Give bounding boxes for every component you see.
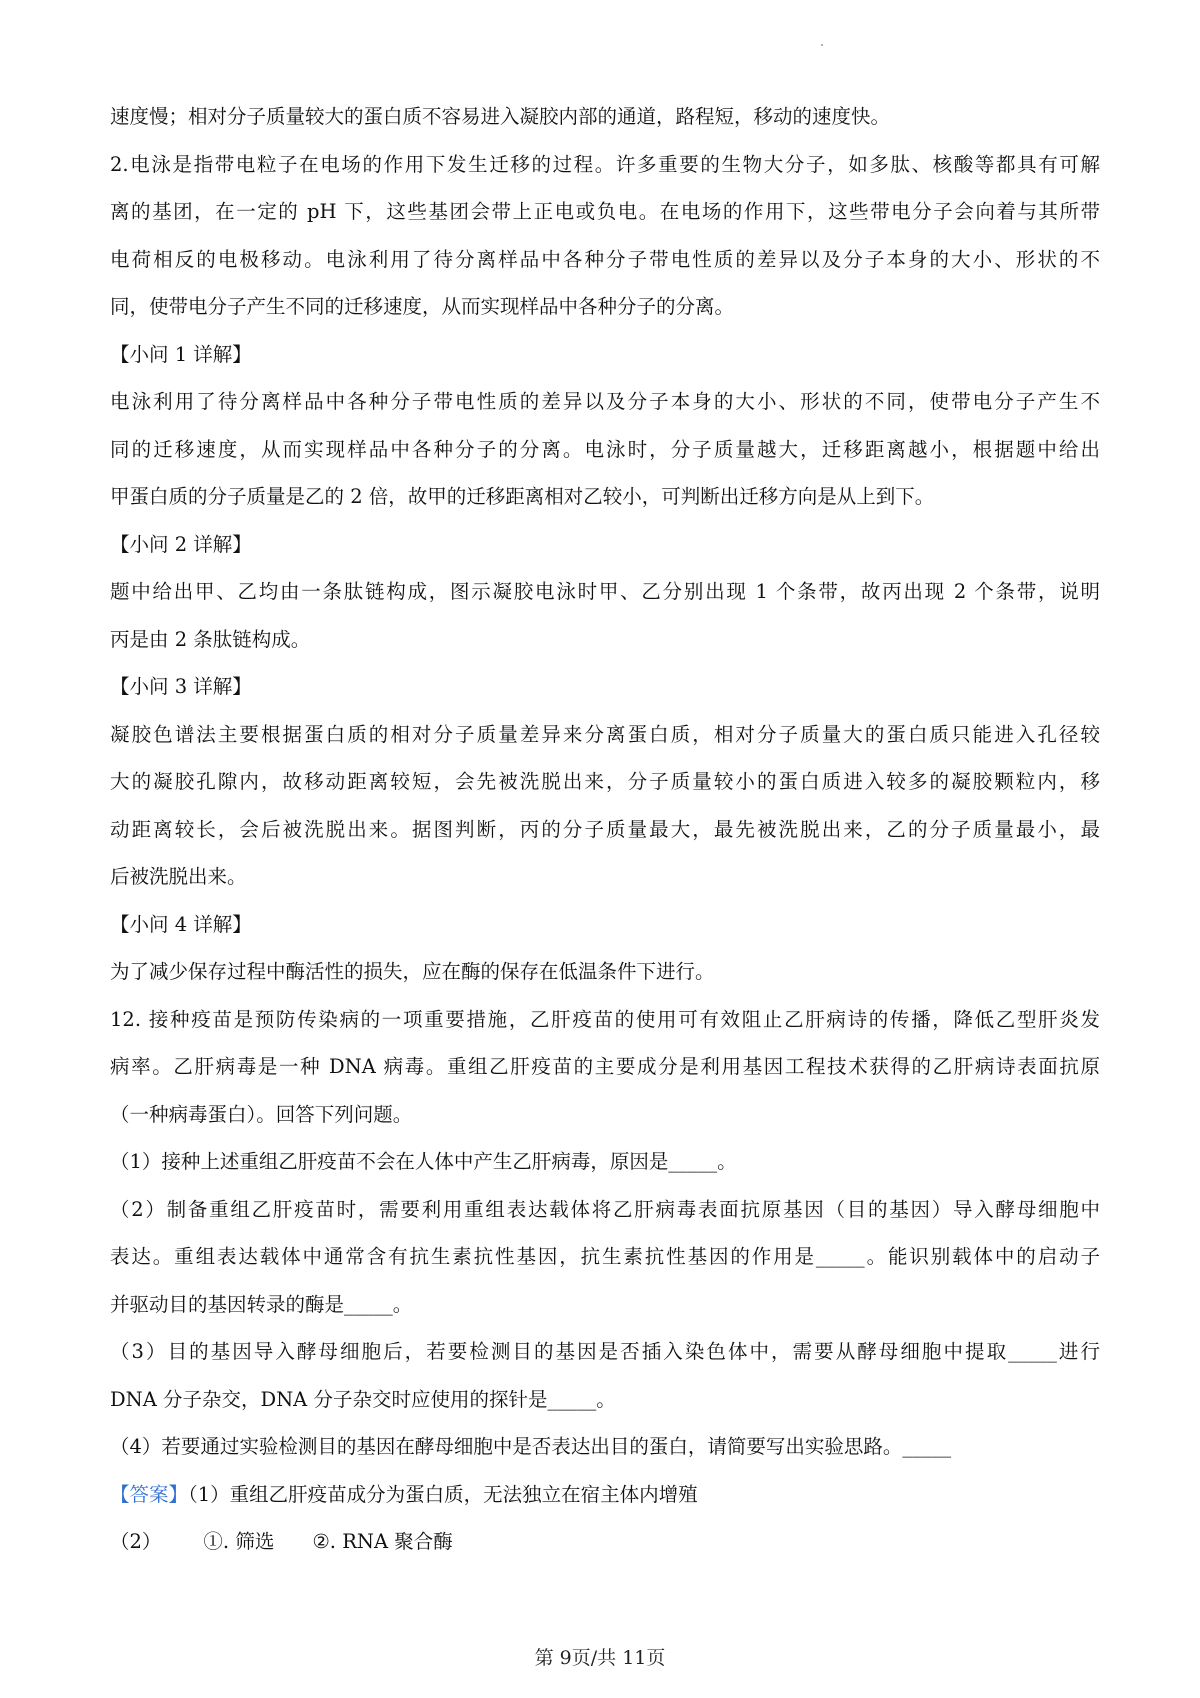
question-line: （3）目的基因导入酵母细胞后，若要检测目的基因是否插入染色体中，需要从酵母细胞中提取_____进行: [110, 1340, 1100, 1363]
question-line: 表达。重组表达载体中通常含有抗生素抗性基因，抗生素抗性基因的作用是_____。能识别载体中的启动子: [110, 1245, 1100, 1268]
text-line: 大的凝胶孔隙内，故移动距离较短，会先被洗脱出来，分子质量较小的蛋白质进入较多的凝胶颗粒内，移: [110, 770, 1100, 793]
question-line: （4）若要通过实验检测目的基因在酵母细胞中是否表达出目的蛋白，请简要写出实验思路。_____: [110, 1435, 952, 1458]
section-heading: 【小问 1 详解】: [110, 342, 252, 366]
page-body: [110, 93, 1100, 1566]
section-heading: 【小问 3 详解】: [110, 675, 252, 698]
question-line: 并驱动目的基因转录的酶是_____。: [110, 1292, 413, 1316]
answer-line: [110, 1518, 1100, 1566]
question-line: （2）制备重组乙肝疫苗时，需要利用重组表达载体将乙肝病毒表面抗原基因（目的基因）导入酵母细胞中: [110, 1197, 1100, 1221]
question-line: 12. 接种疫苗是预防传染病的一项重要措施，乙肝疫苗的使用可有效阻止乙肝病诗的传播，降低乙型肝炎发: [110, 1007, 1100, 1031]
text-line: 同的迁移速度，从而实现样品中各种分子的分离。电泳时，分子质量越大，迁移距离越小，根据题中给出: [110, 437, 1100, 461]
text-line: 后被洗脱出来。: [110, 865, 247, 888]
text-line: 题中给出甲、乙均由一条肽链构成，图示凝胶电泳时甲、乙分别出现 1 个条带，故丙出现 2 个条带，说明: [110, 580, 1100, 603]
section-heading: 【小问 4 详解】: [110, 912, 252, 936]
answer-part1: （1）重组乙肝疫苗成分为蛋白质，无法独立在宿主体内增殖: [188, 1482, 698, 1506]
section-heading: 【小问 2 详解】: [110, 532, 252, 556]
answer-part2-prefix: （2）: [110, 1530, 162, 1553]
text-line: 2.电泳是指带电粒子在电场的作用下发生迁移的过程。许多重要的生物大分子，如多肽、核酸等都具有可解: [110, 152, 1100, 176]
text-line: 离的基团，在一定的 pH 下，这些基团会带上正电或负电。在电场的作用下，这些带电分子会向着与其所带: [110, 200, 1100, 223]
text-line: 甲蛋白质的分子质量是乙的 2 倍，故甲的迁移距离相对乙较小，可判断出迁移方向是从上到下。: [110, 485, 935, 508]
answer-label: 【答案】: [110, 1482, 189, 1506]
text-line: 电泳利用了待分离样品中各种分子带电性质的差异以及分子本身的大小、形状的不同，使带电分子产生不: [110, 390, 1100, 413]
answer-part2-item1: ①. 筛选: [203, 1530, 275, 1553]
text-line: 速度慢；相对分子质量较大的蛋白质不容易进入凝胶内部的通道，路程短，移动的速度快。: [110, 105, 891, 128]
text-line: 丙是由 2 条肽链构成。: [110, 627, 311, 651]
question-line: （1）接种上述重组乙肝疫苗不会在人体中产生乙肝病毒，原因是_____。: [110, 1150, 737, 1173]
text-line: 同，使带电分子产生不同的迁移速度，从而实现样品中各种分子的分离。: [110, 295, 735, 318]
scan-mark: [821, 44, 823, 46]
answer-line: [110, 1471, 1100, 1519]
text-line: 电荷相反的电极移动。电泳利用了待分离样品中各种分子带电性质的差异以及分子本身的大小、形状的不: [110, 247, 1100, 271]
question-line: 病率。乙肝病毒是一种 DNA 病毒。重组乙肝疫苗的主要成分是利用基因工程技术获得的乙肝病诗表面抗原: [110, 1055, 1100, 1078]
text-line: 为了减少保存过程中酶活性的损失，应在酶的保存在低温条件下进行。: [110, 960, 715, 983]
text-line: 凝胶色谱法主要根据蛋白质的相对分子质量差异来分离蛋白质，相对分子质量大的蛋白质只能进入孔径较: [110, 722, 1100, 746]
text-line: 动距离较长，会后被洗脱出来。据图判断，丙的分子质量最大，最先被洗脱出来，乙的分子质量最小，最: [110, 817, 1100, 841]
answer-part2-item2: ②. RNA 聚合酶: [312, 1530, 453, 1553]
question-line: （一种病毒蛋白）。回答下列问题。: [110, 1102, 413, 1126]
question-line: DNA 分子杂交，DNA 分子杂交时应使用的探针是_____。: [110, 1387, 616, 1411]
page-footer: 第 9页/共 11页: [534, 1647, 666, 1669]
